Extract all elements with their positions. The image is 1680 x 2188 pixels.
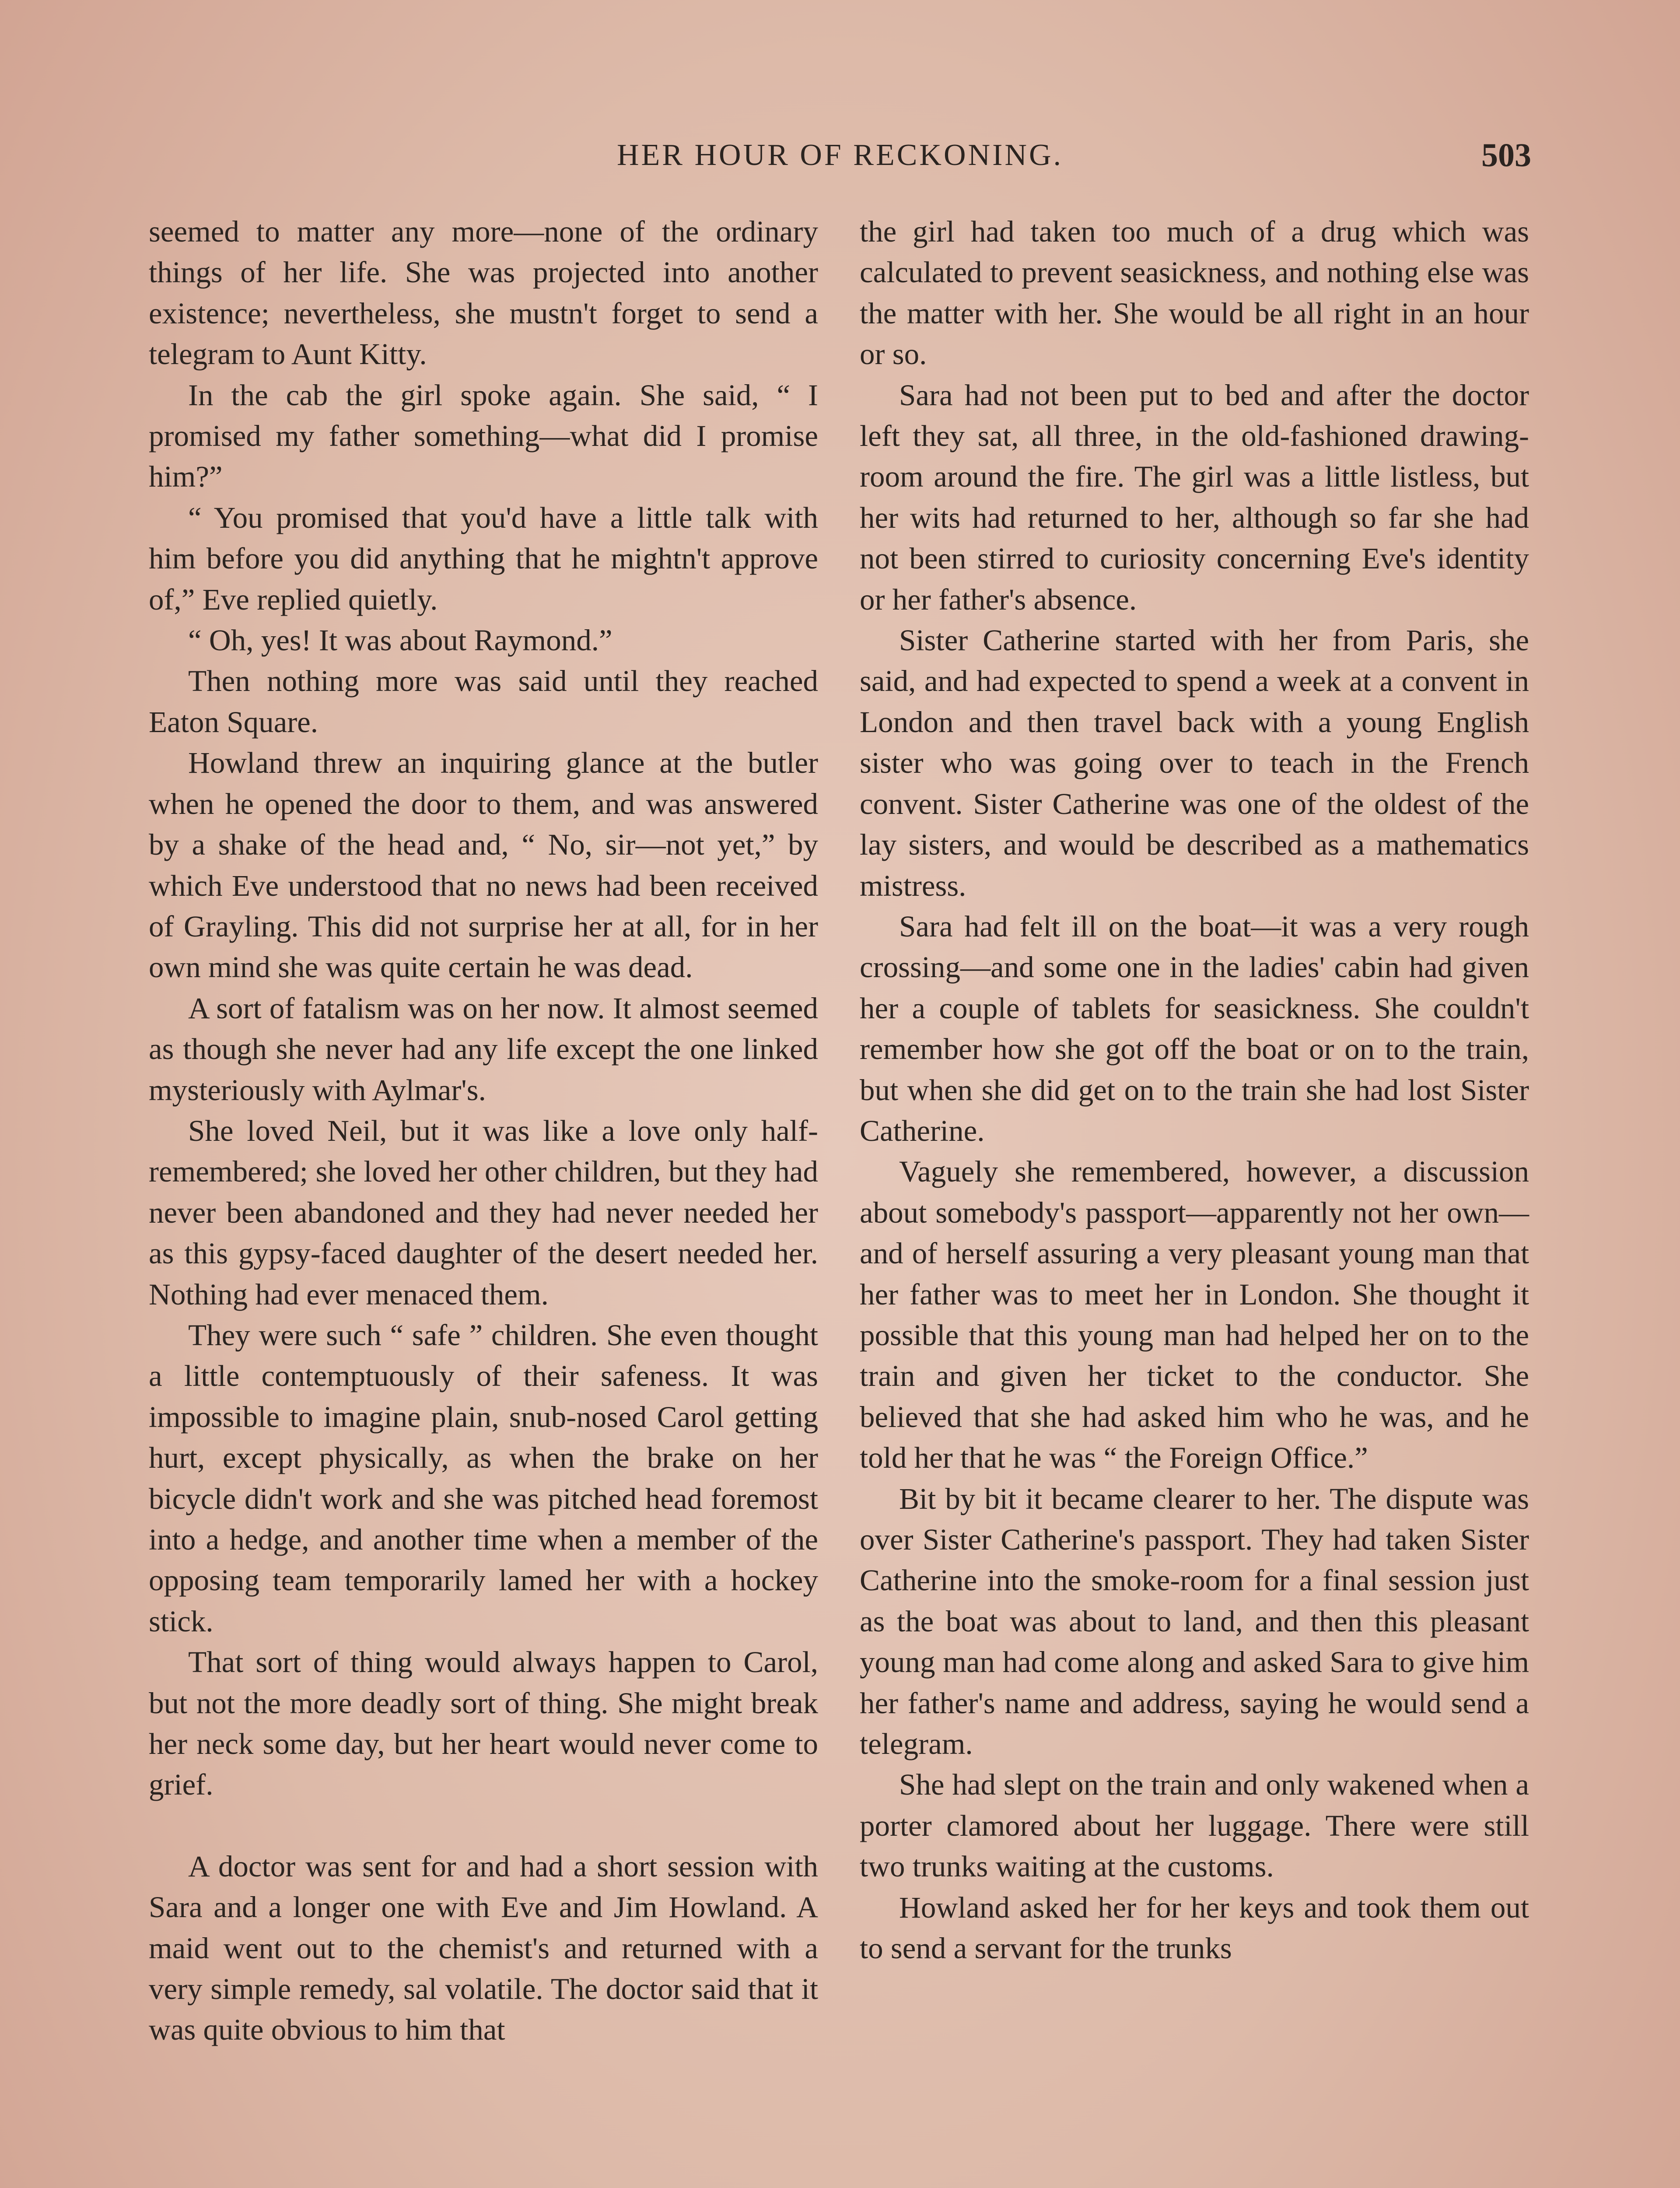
left-column: [149, 211, 818, 2051]
paragraph: Sara had felt ill on the boat—it was a very rough crossing—and some one in the ladies' cabin had given her a couple of tablets for seasickness. She couldn't remember how she got off the boat or on to the train, but when she did get on to the train she had lost Sister Catherine.: [860, 909, 1529, 1147]
paragraph: That sort of thing would always happen to Carol, but not the more deadly sort of thing. She might break her neck some day, but her heart would never come to grief.: [149, 1645, 818, 1802]
paragraph: Vaguely she remembered, however, a discussion about somebody's passport—apparently not her own—and of herself assuring a very pleasant young man that her father was to meet her in London. She thought it possible that this young man had helped her on to the train and given her ticket to the conductor. She believed that she had asked him who he was, and he told her that he was “ the Foreign Office.”: [860, 1155, 1529, 1475]
running-header: [149, 131, 1531, 179]
paragraph: seemed to matter any more—none of the ordinary things of her life. She was projected into another existence; nevertheless, she mustn't forget to send a telegram to Aunt Kitty.: [149, 215, 818, 371]
paragraph: They were such “ safe ” children. She even thought a little contemptuously of their safeness. It was impossible to imagine plain, snub-nosed Carol getting hurt, except physically, as when the brake on her bicycle didn't work and she was pitched head foremost into a hedge, and another time when a member of the opposing team temporarily lamed her with a hockey stick.: [149, 1318, 818, 1638]
paragraph: Bit by bit it became clearer to her. The dispute was over Sister Catherine's passport. They had taken Sister Catherine into the smoke-room for a final session just as the boat was about to land, and then this pleasant young man had come along and asked Sara to give him her father's name and address, saying he would send a telegram.: [860, 1482, 1529, 1761]
paragraph: A doctor was sent for and had a short session with Sara and a longer one with Eve and Jim Howland. A maid went out to the chemist's and returned with a very simple remedy, sal volatile. The doctor said that it was quite obvious to him that: [149, 1849, 818, 2047]
paragraph: In the cab the girl spoke again. She said, “ I promised my father something—what did I promise him?”: [149, 378, 818, 494]
section-break: [149, 1806, 818, 1846]
paragraph: Howland threw an inquiring glance at the butler when he opened the door to them, and was answered by a shake of the head and, “ No, sir—not yet,” by which Eve understood that no news had been received of Grayling. This did not surprise her at all, for in her own mind she was quite certain he was dead.: [149, 746, 818, 984]
paragraph: Then nothing more was said until they reached Eaton Square.: [149, 664, 818, 739]
paragraph: Sister Catherine started with her from Paris, she said, and had expected to spend a week at a convent in London and then travel back with a young English sister who was going over to teach in the French convent. Sister Catherine was one of the oldest of the lay sisters, and would be described as a mathematics mistress.: [860, 624, 1529, 902]
paragraph: Sara had not been put to bed and after the doctor left they sat, all three, in the old-fashioned drawing-room around the fire. The girl was a little listless, but her wits had returned to her, although so far she had not been stirred to curiosity concerning Eve's identity or her father's absence.: [860, 378, 1529, 616]
running-title: HER HOUR OF RECKONING.: [616, 138, 1064, 172]
paragraph: She loved Neil, but it was like a love only half-remembered; she loved her other children, but they had never been abandoned and they had never needed her as this gypsy-faced daughter of the desert needed her. Nothing had ever menaced them.: [149, 1114, 818, 1311]
paragraph: A sort of fatalism was on her now. It almost seemed as though she never had any life except the one linked mysteriously with Aylmar's.: [149, 991, 818, 1107]
paragraph: “ You promised that you'd have a little talk with him before you did anything that he mightn't approve of,” Eve replied quietly.: [149, 501, 818, 616]
right-column: [860, 211, 1529, 1969]
paragraph: “ Oh, yes! It was about Raymond.”: [188, 624, 612, 657]
page-number: 503: [1481, 137, 1531, 174]
paragraph: Howland asked her for her keys and took them out to send a servant for the trunks: [860, 1890, 1529, 1965]
paragraph: the girl had taken too much of a drug which was calculated to prevent seasickness, and nothing else was the matter with her. She would be all right in an hour or so.: [860, 215, 1529, 371]
paragraph: She had slept on the train and only wakened when a porter clamored about her luggage. There were still two trunks waiting at the customs.: [860, 1768, 1529, 1883]
